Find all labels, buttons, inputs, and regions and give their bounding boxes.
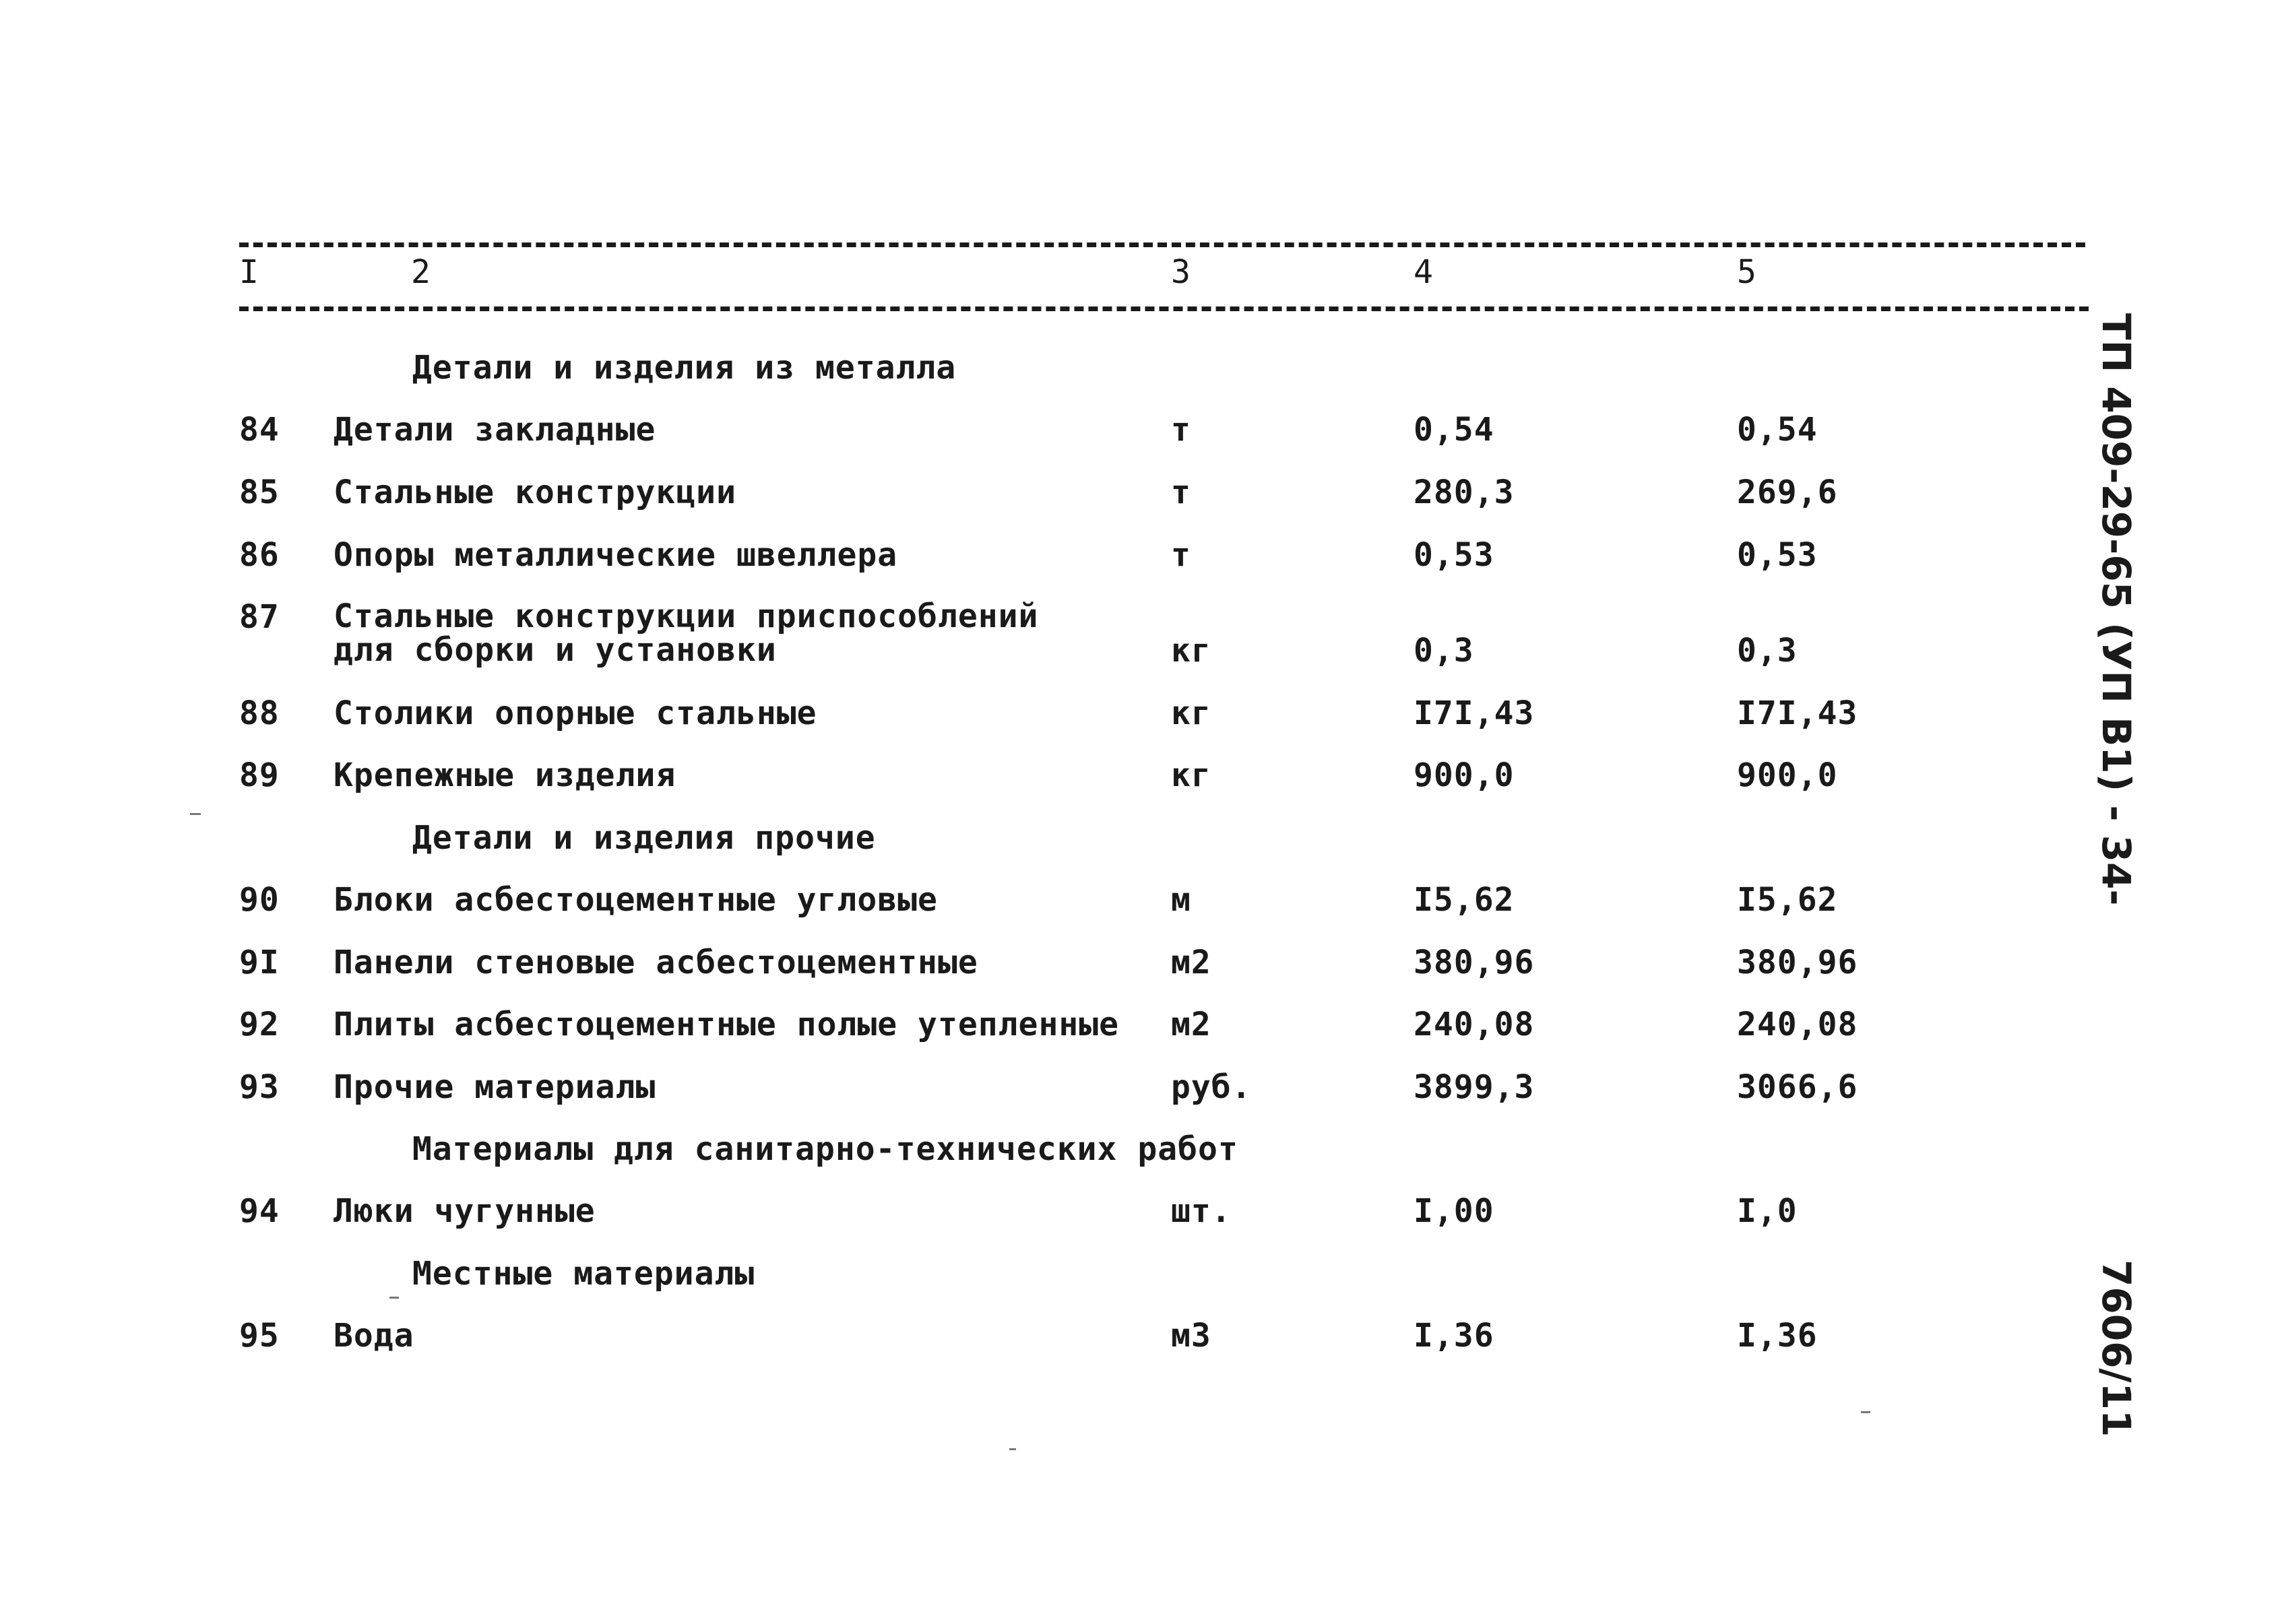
- row-value-4: 0,3: [1414, 632, 1474, 670]
- header-col-3: 3: [1171, 253, 1191, 291]
- row-value-5: I5,62: [1737, 881, 1838, 919]
- row-unit: кг: [1171, 694, 1211, 732]
- row-number: 93: [239, 1068, 280, 1106]
- row-value-5: I7I,43: [1737, 694, 1858, 732]
- row-unit: шт.: [1171, 1192, 1232, 1230]
- row-name: Вода: [334, 1317, 414, 1355]
- header-top-rule: [239, 242, 2085, 247]
- row-name: Детали закладные: [334, 411, 656, 449]
- row-number: 9I: [239, 944, 280, 981]
- row-value-4: 0,54: [1414, 411, 1494, 449]
- row-name: Стальные конструкции приспособлений: [334, 597, 1039, 635]
- row-name-continued: для сборки и установки: [334, 631, 777, 669]
- scan-speck: [1861, 1411, 1870, 1413]
- row-value-4: 3899,3: [1414, 1068, 1535, 1106]
- row-value-5: 0,54: [1737, 411, 1818, 449]
- scan-speck: [1009, 1448, 1016, 1450]
- row-value-5: 240,08: [1737, 1006, 1858, 1043]
- row-unit: кг: [1171, 756, 1211, 794]
- row-unit: т: [1171, 536, 1191, 574]
- row-value-4: 240,08: [1414, 1006, 1535, 1043]
- row-unit: м: [1171, 881, 1191, 919]
- row-name: Плиты асбестоцементные полые утепленные: [334, 1006, 1120, 1043]
- row-number: 87: [239, 598, 280, 636]
- header-col-1: I: [239, 253, 259, 291]
- side-stamp-document-code: ТП 409-29-65 (УП В1) - 34-: [2093, 313, 2139, 906]
- row-name: Крепежные изделия: [334, 756, 676, 794]
- header-col-5: 5: [1737, 253, 1757, 291]
- row-number: 84: [239, 411, 280, 449]
- row-number: 95: [239, 1317, 280, 1355]
- row-value-4: 0,53: [1414, 536, 1494, 574]
- row-name: Люки чугунные: [334, 1192, 596, 1230]
- row-number: 89: [239, 756, 280, 794]
- row-unit: т: [1171, 474, 1191, 511]
- row-number: 86: [239, 536, 280, 574]
- scan-speck: [389, 1297, 399, 1299]
- row-value-4: I5,62: [1414, 881, 1515, 919]
- row-value-4: 900,0: [1414, 756, 1515, 794]
- row-number: 90: [239, 881, 280, 919]
- row-name: Опоры металлические швеллера: [334, 536, 898, 574]
- row-unit: м2: [1171, 944, 1211, 981]
- row-value-5: 0,53: [1737, 536, 1818, 574]
- row-unit: руб.: [1171, 1068, 1252, 1106]
- section-title-metal: Детали и изделия из металла: [412, 349, 957, 387]
- row-value-4: I,00: [1414, 1192, 1494, 1230]
- row-name: Столики опорные стальные: [334, 694, 817, 732]
- section-title-sanitary: Материалы для санитарно-технических работ: [412, 1130, 1238, 1168]
- row-name: Панели стеновые асбестоцементные: [334, 944, 978, 981]
- row-unit: м2: [1171, 1006, 1211, 1043]
- row-value-5: 0,3: [1737, 632, 1798, 670]
- row-value-5: 380,96: [1737, 944, 1858, 981]
- row-value-4: 380,96: [1414, 944, 1535, 981]
- row-unit: кг: [1171, 632, 1211, 670]
- header-col-2: 2: [411, 253, 431, 291]
- row-value-5: I,0: [1737, 1192, 1798, 1230]
- row-value-4: I7I,43: [1414, 694, 1535, 732]
- row-value-4: I,36: [1414, 1317, 1494, 1355]
- row-value-5: 3066,6: [1737, 1068, 1858, 1106]
- row-number: 88: [239, 694, 280, 732]
- row-unit: т: [1171, 411, 1191, 449]
- row-value-5: 269,6: [1737, 474, 1838, 511]
- row-name: Прочие материалы: [334, 1068, 656, 1106]
- row-value-5: 900,0: [1737, 756, 1838, 794]
- scan-speck: [190, 813, 201, 815]
- section-title-other: Детали и изделия прочие: [412, 819, 876, 857]
- row-number: 94: [239, 1192, 280, 1230]
- row-value-5: I,36: [1737, 1317, 1818, 1355]
- row-number: 85: [239, 474, 280, 511]
- header-bottom-rule: [239, 306, 2089, 311]
- row-unit: м3: [1171, 1317, 1211, 1355]
- row-name: Стальные конструкции: [334, 474, 736, 511]
- header-col-4: 4: [1414, 253, 1434, 291]
- section-title-local: Местные материалы: [412, 1255, 755, 1293]
- row-number: 92: [239, 1006, 280, 1043]
- row-name: Блоки асбестоцементные угловые: [334, 881, 938, 919]
- side-stamp-sheet-number: 7606/11: [2093, 1260, 2139, 1437]
- row-value-4: 280,3: [1414, 474, 1515, 511]
